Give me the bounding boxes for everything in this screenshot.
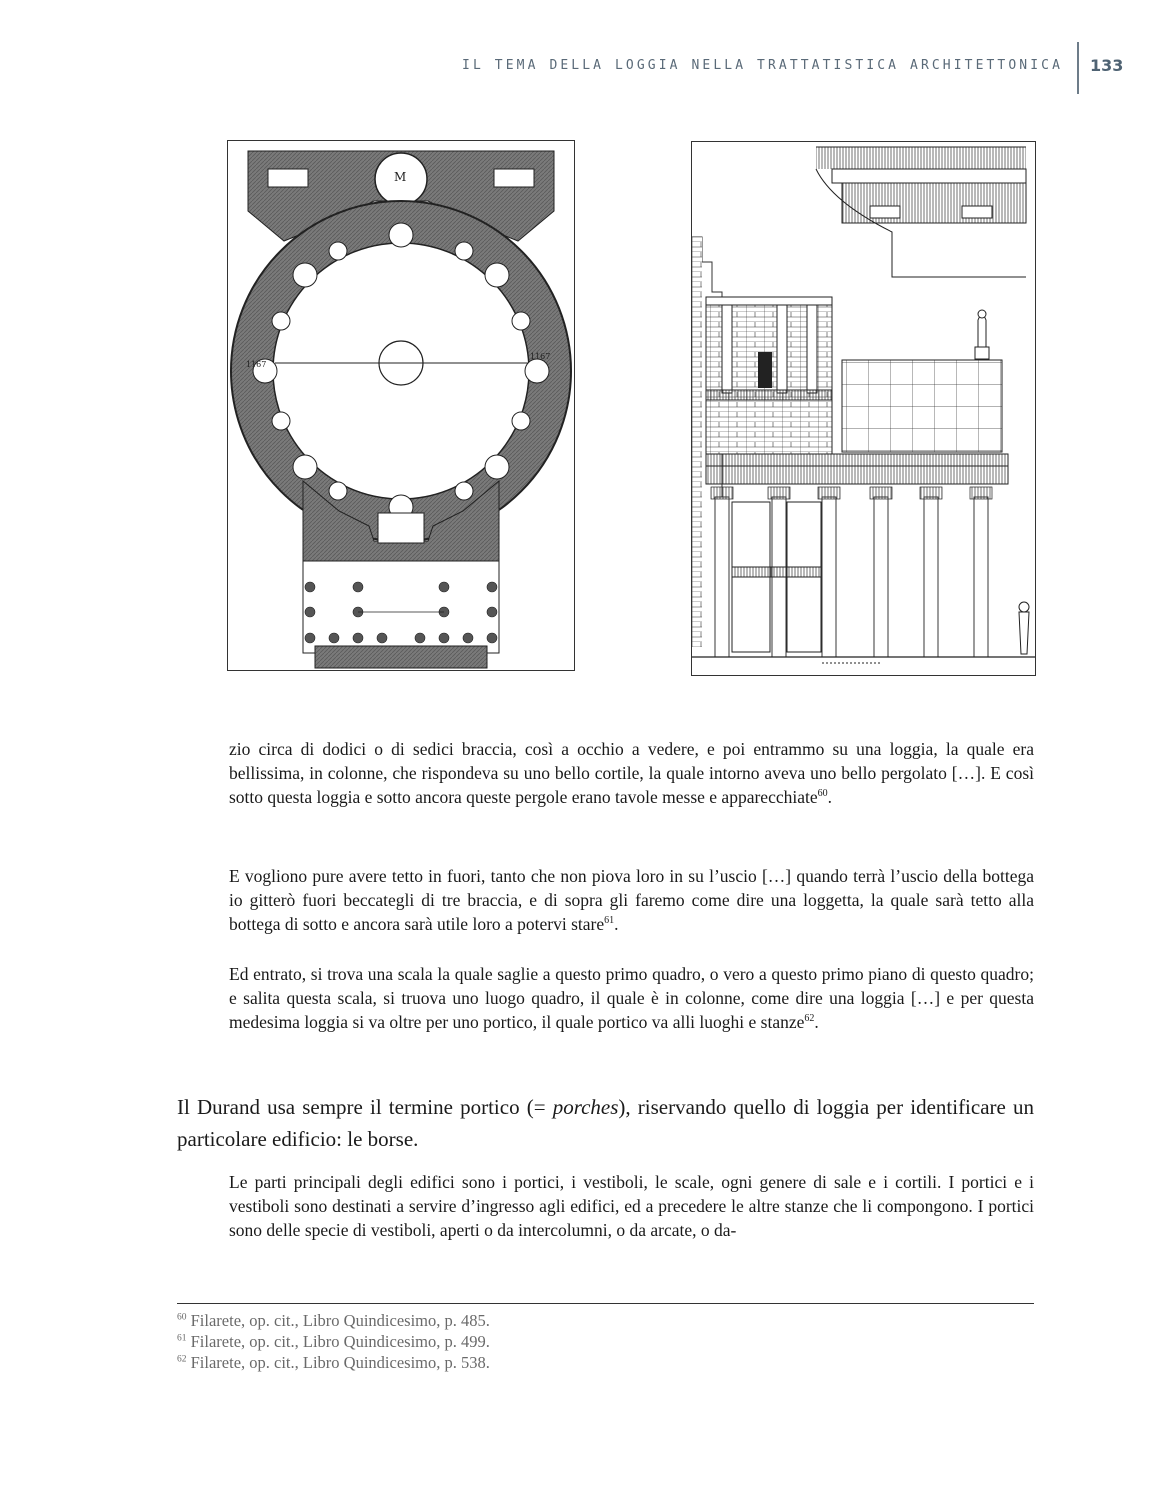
header-divider xyxy=(1077,42,1079,94)
footnote-ref-61[interactable]: 61 xyxy=(604,915,615,927)
footnote-divider xyxy=(177,1303,1034,1304)
svg-text:M: M xyxy=(394,170,407,184)
quote-block-3: Ed entrato, si trova una scala la quale saglie a questo primo quadro, o vero a questo primo piano di questo quadro; e salita questa scala, si truova uno luogo quadro, il quale è in colonne, come dire una loggia […] e per questa medesima loggia si va oltre per uno portico, il quale portico va alli luoghi e stanze$^{62}$. xyxy=(229,964,1034,1032)
elevation-drawing-figure xyxy=(691,141,1036,676)
footnote-ref-62[interactable]: 62 xyxy=(804,1013,815,1025)
running-title: IL TEMA DELLA LOGGIA NELLA TRATTATISTICA ARCHITETTONICA xyxy=(462,58,1063,73)
quote-1-text: zio circa di dodici o di sedici braccia, così a occhio a vedere, e poi entrammo su una loggia, la quale era bellissima, in colonne, che rispondeva su uno bello cortile, la quale intorno aveva uno bello pergolato […]. E così sotto questa loggia e sotto ancora queste pergole erano tavole messe e apparecchiate xyxy=(229,739,1034,807)
plan-drawing-figure xyxy=(227,140,575,671)
footnote-ref-60[interactable]: 60 xyxy=(817,788,828,800)
italic-term: porches xyxy=(552,1095,619,1119)
quote-3-text: Ed entrato, si trova una scala la quale saglie a questo primo quadro, o vero a questo primo piano di questo quadro; e salita questa scala, si truova uno luogo quadro, il quale è in colonne, come dire una loggia […] e per questa medesima loggia si va oltre per uno portico, il quale portico va alli luoghi e stanze xyxy=(229,964,1034,1032)
plan-drawing xyxy=(228,141,574,670)
quote-2-text: E vogliono pure avere tetto in fuori, tanto che non piova loro in su l’uscio […] quando terrà l’uscio della bottega io gitterò fuori beccategli di tre braccia, e di sopra gli faremo come dire una loggetta, la quale sarà tetto alla bottega di sotto e ancora sarà utile loro a potervi stare xyxy=(229,866,1034,934)
footnote-62: $^{62}$ Filarete, op. cit., Libro Quindicesimo, p. 538. xyxy=(177,1353,490,1372)
footnote-61: $^{61}$ Filarete, op. cit., Libro Quindicesimo, p. 499. xyxy=(177,1332,490,1351)
svg-text:1167: 1167 xyxy=(530,352,551,361)
quote-4-text: Le parti principali degli edifici sono i portici, i vestiboli, le scale, ogni genere di sale e i cortili. I portici e i vestiboli sono destinati a servire d’ingresso agli edifici, ed a precedere le altre stanze che li compongono. I portici sono delle specie di vestiboli, aperti o da intercolumni, o da arcate, o da- xyxy=(229,1172,1034,1240)
body-paragraph: Il Durand usa sempre il termine portico (= porches), riservando quello di loggia per identificare un particolare edificio: le borse. xyxy=(177,1095,1034,1151)
svg-text:1167: 1167 xyxy=(246,360,267,369)
footnote-60: $^{60}$ Filarete, op. cit., Libro Quindicesimo, p. 485. xyxy=(177,1311,490,1330)
quote-block-2: E vogliono pure avere tetto in fuori, tanto che non piova loro in su l’uscio […] quando terrà l’uscio della bottega io gitterò fuori beccategli di tre braccia, e di sopra gli faremo come dire una loggetta, la quale sarà tetto alla bottega di sotto e ancora sarà utile loro a potervi stare$^{61}$. xyxy=(229,866,1034,934)
page-number: 133 xyxy=(1090,56,1124,75)
footnotes xyxy=(177,1310,490,1373)
quote-block-4 xyxy=(229,1170,1034,1242)
elevation-drawing xyxy=(692,142,1035,675)
quote-block-1: zio circa di dodici o di sedici braccia, così a occhio a vedere, e poi entrammo su una loggia, la quale era bellissima, in colonne, che rispondeva su uno bello cortile, la quale intorno aveva uno bello pergolato […]. E così sotto questa loggia e sotto ancora queste pergole erano tavole messe e apparecchiate$^{60}$. xyxy=(229,739,1034,807)
